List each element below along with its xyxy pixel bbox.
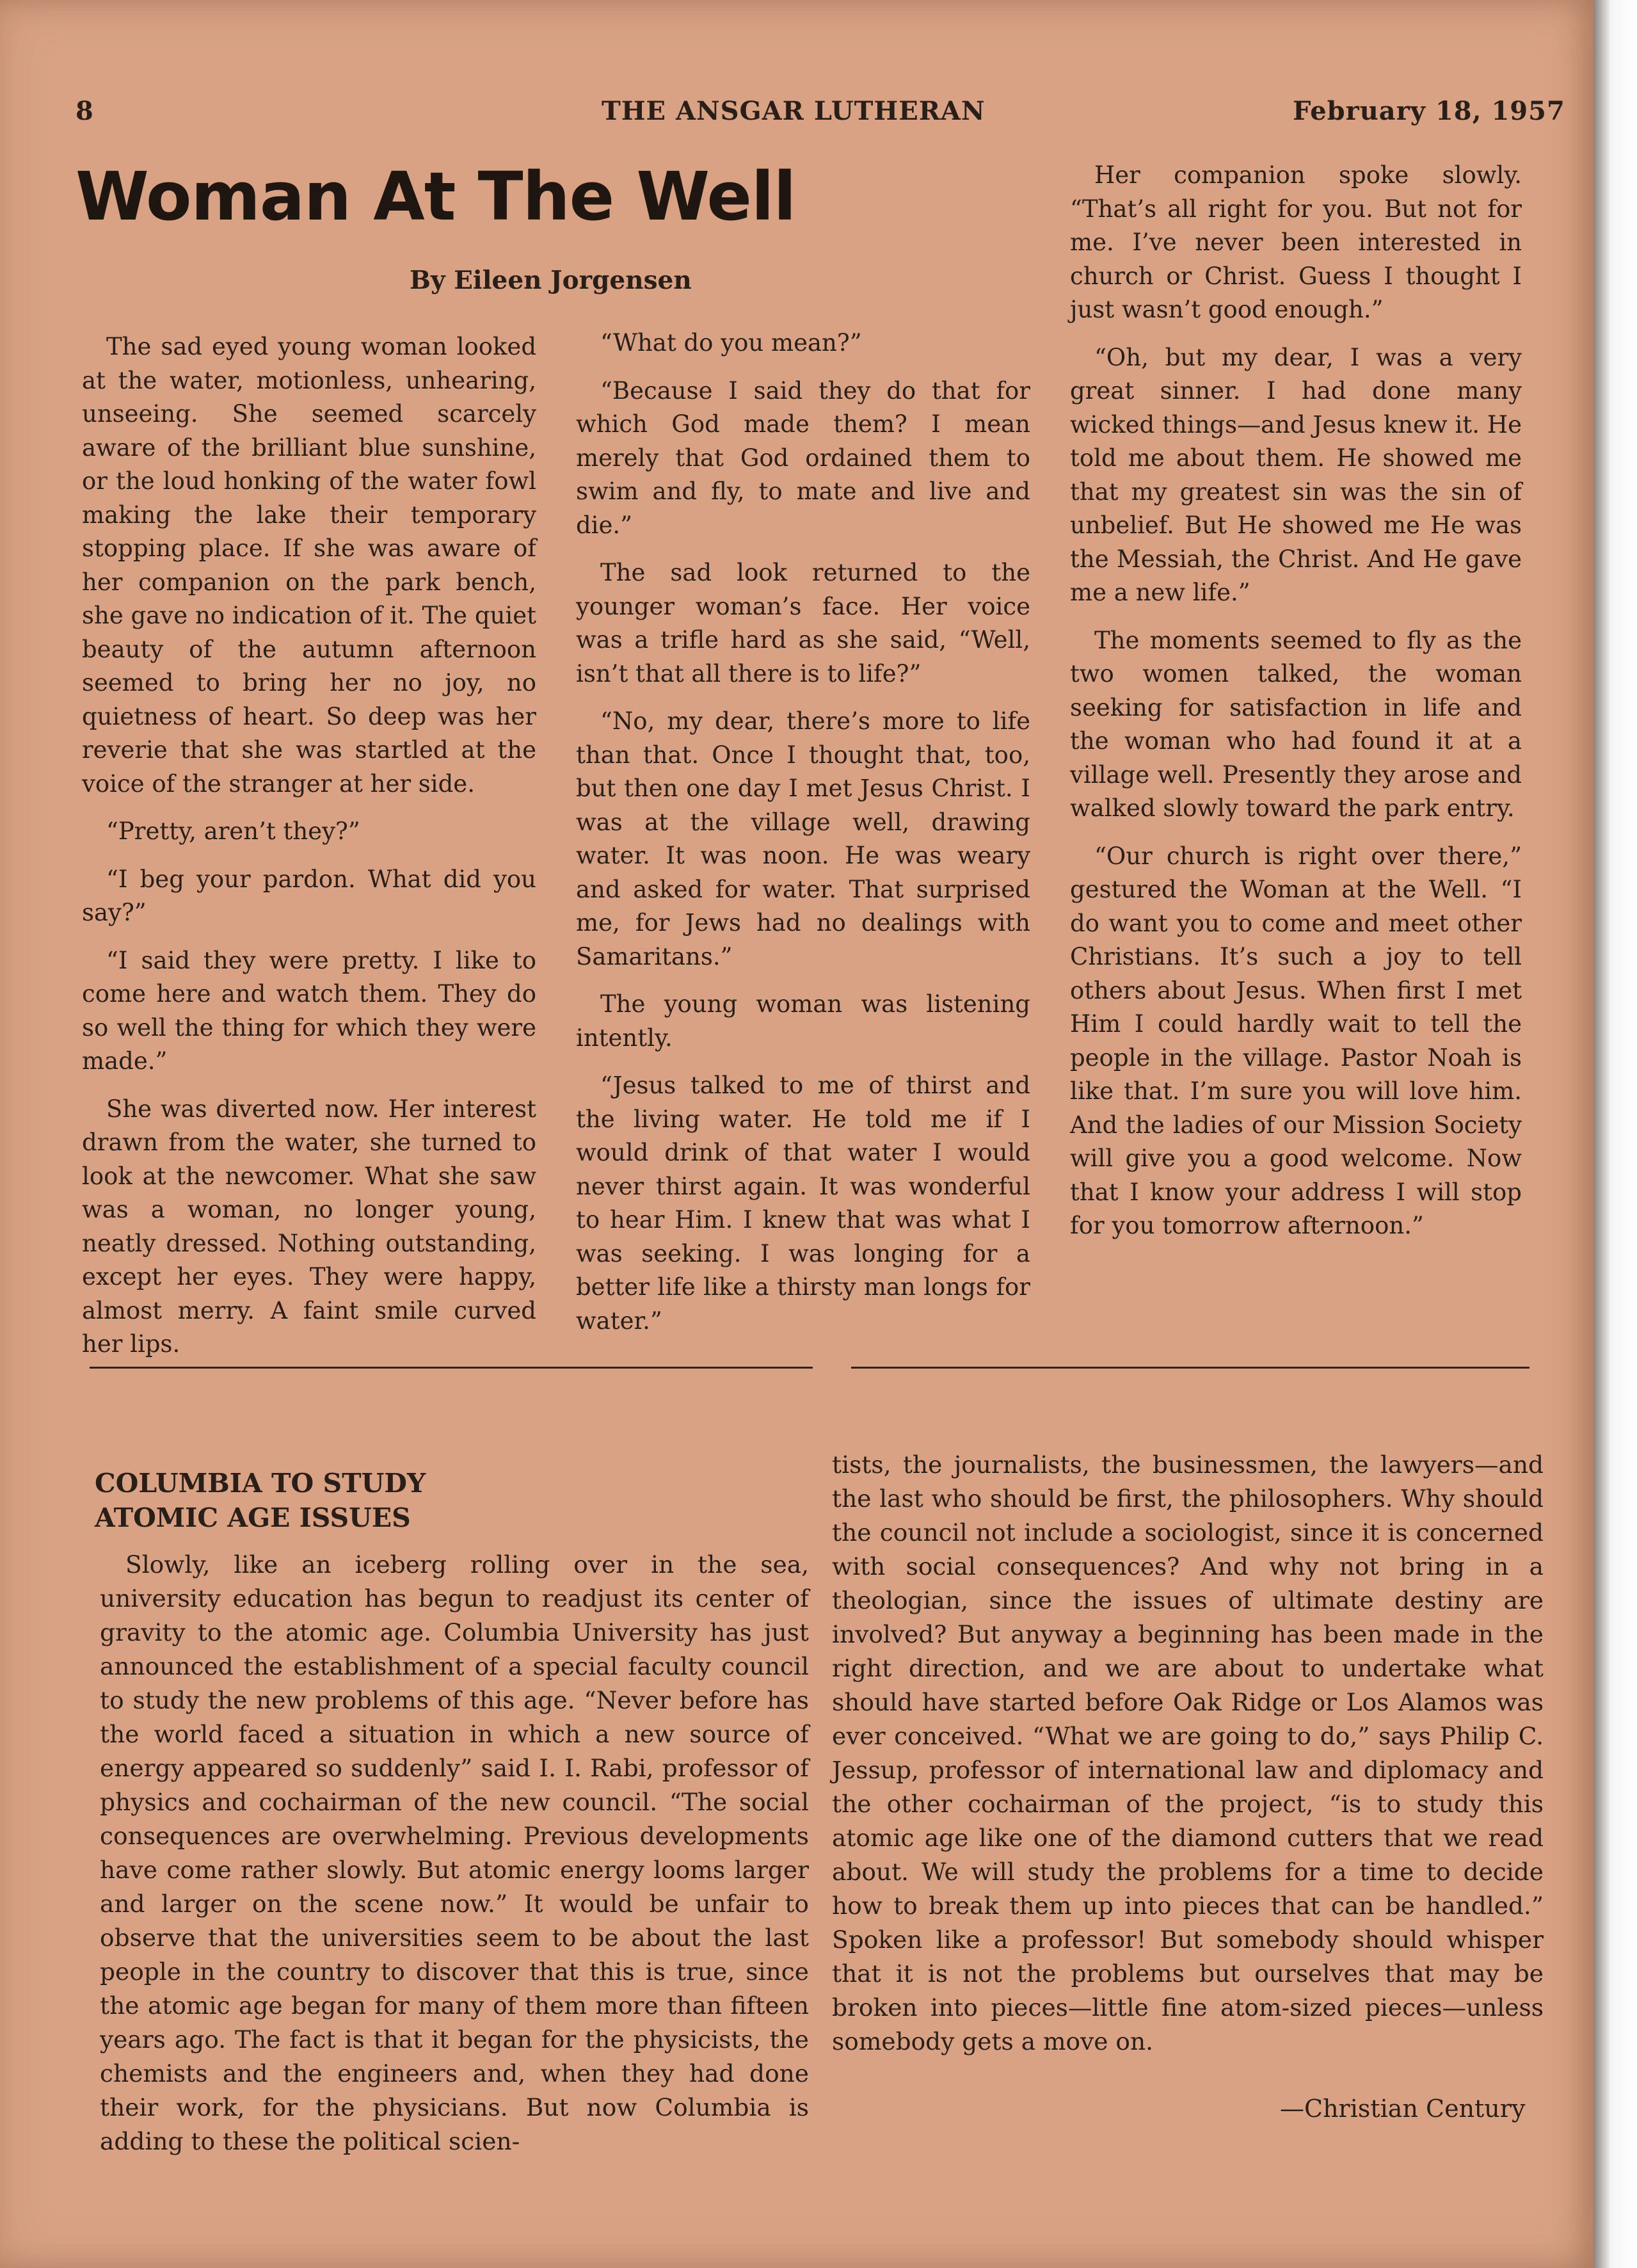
article-paragraph: The moments seemed to fly as the two women talked, the woman seeking for satisfaction in life and the woman who had found it at a village well. Presently they arose and walked slowly toward the park entry. — [1070, 626, 1522, 822]
source-attribution: —Christian Century — [1280, 2095, 1526, 2123]
article-paragraph: She was diverted now. Her interest drawn from the water, she turned to look at the newcomer. What she saw was a woman, no longer young, neatly dressed. Nothing outstanding, except her eyes. They were happy, almost merry. A faint smile curved her lips. — [82, 1095, 536, 1358]
article-column-3 — [1070, 159, 1522, 1257]
article-paragraph: The young woman was listening intently. — [576, 990, 1030, 1052]
article-paragraph: “No, my dear, there’s more to life than that. Once I thought that, too, but then one day I met Jesus Christ. I was at the village well, drawing water. It was noon. He was weary and asked for water. That surprised me, for Jews had no dealings with Samaritans.” — [576, 707, 1030, 970]
article-paragraph: The sad eyed young woman looked at the water, motionless, unhearing, unseeing. She seemed scarcely aware of the brilliant blue sunshine, or the loud honking of the water fowl making the lake their temporary stopping place. If she was aware of her companion on the park bench, she gave no indication of it. The quiet beauty of the autumn afternoon seemed to bring her no joy, no quietness of heart. So deep was her reverie that she was startled at the voice of the stranger at her side. — [82, 333, 536, 798]
sidebar-column-2 — [832, 1448, 1544, 2059]
sidebar-heading — [95, 1466, 543, 1535]
article-paragraph: “Our church is right over there,” gestured the Woman at the Well. “I do want you to come and meet other Christians. It’s such a joy to tell others about Jesus. When first I met Him I could hardly wait to tell the people in the village. Pastor Noah is like that. I’m sure you will love him. And the ladies of our Mission Society will give you a good welcome. Now that I know your address I will stop for you tomorrow afternoon.” — [1070, 842, 1522, 1239]
section-divider — [90, 1367, 813, 1369]
article-paragraph: The sad look returned to the younger woman’s face. Her voice was a trifle hard as she said, “Well, isn’t that all there is to life?” — [576, 559, 1030, 688]
sidebar-paragraph: Slowly, like an iceberg rolling over in the sea, university education has begun to readjust its center of gravity to the atomic age. Columbia University has just announced the establishment of a special faculty council to study the new problems of this age. “Never before has the world faced a situation in which a new source of energy appeared so suddenly” said I. I. Rabi, professor of physics and cochairman of the new council. “The social consequences are overwhelming. Previous developments have come rather slowly. But atomic energy looms larger and larger on the scene now.” It would be unfair to observe that the universities seem to be about the last people in the country to discover that this is true, since the atomic age began for many of them more than fifteen years ago. The fact is that it began for the physicists, the chemists and the engineers and, when they had done their work, for the physicians. But now Columbia is adding to these the political scien- — [100, 1550, 809, 2155]
page-number: 8 — [76, 96, 94, 126]
article-paragraph: “I said they were pretty. I like to come here and watch them. They do so well the thing for which they were made.” — [82, 946, 536, 1075]
article-column-2 — [576, 326, 1030, 1352]
sidebar-heading-line: ATOMIC AGE ISSUES — [95, 1502, 411, 1533]
publication-title: THE ANSGAR LUTHERAN — [602, 96, 986, 126]
article-paragraph: “Oh, but my dear, I was a very great sinner. I had done many wicked things—and Jesus knew it. He told me about them. He showed me that my greatest sin was the sin of unbelief. But He showed me He was the Messiah, the Christ. And He gave me a new life.” — [1070, 343, 1522, 606]
article-paragraph: “Jesus talked to me of thirst and the living water. He told me if I would drink of that water I would never thirst again. It was wonderful to hear Him. I knew that was what I was seeking. I was longing for a better life like a thirsty man longs for water.” — [576, 1072, 1030, 1335]
scan-background-edge — [1593, 0, 1637, 2268]
issue-date: February 18, 1957 — [1293, 96, 1565, 126]
section-divider — [851, 1367, 1529, 1369]
sidebar-column-1 — [100, 1548, 809, 2159]
byline: By Eileen Jorgensen — [410, 266, 692, 295]
sidebar-paragraph: tists, the journalists, the businessmen, the lawyers—and the last who should be first, the philosophers. Why should the council not include a sociologist, since it is concerned with social consequences? And why not bring in a theologian, since the issues of ultimate destiny are involved? But anyway a beginning has been made in the right direction, and we are about to undertake what should have started before Oak Ridge or Los Alamos was ever conceived. “What we are going to do,” says Philip C. Jessup, professor of international law and diplomacy and the other cochairman of the project, “is to study this atomic age like one of the diamond cutters that we read about. We will study the problems for a time to decide how to break them up into pieces that can be handled.” Spoken like a professor! But somebody should whisper that it is not the problems but ourselves that may be broken into pieces—little fine atom-sized pieces—unless somebody gets a move on. — [832, 1451, 1544, 2055]
article-title: Woman At The Well — [76, 157, 796, 236]
article-paragraph: Her companion spoke slowly. “That’s all right for you. But not for me. I’ve never been interested in church or Christ. Guess I thought I just wasn’t good enough.” — [1070, 161, 1522, 323]
article-paragraph: “Pretty, aren’t they?” — [106, 817, 360, 845]
article-paragraph: “What do you mean?” — [600, 329, 862, 357]
sidebar-heading-line: COLUMBIA TO STUDY — [95, 1468, 426, 1499]
article-paragraph: “I beg your pardon. What did you say?” — [82, 865, 536, 926]
article-paragraph: “Because I said they do that for which God made them? I mean merely that God ordained them to swim and fly, to mate and live and die.” — [576, 376, 1030, 539]
article-column-1 — [82, 330, 536, 1376]
